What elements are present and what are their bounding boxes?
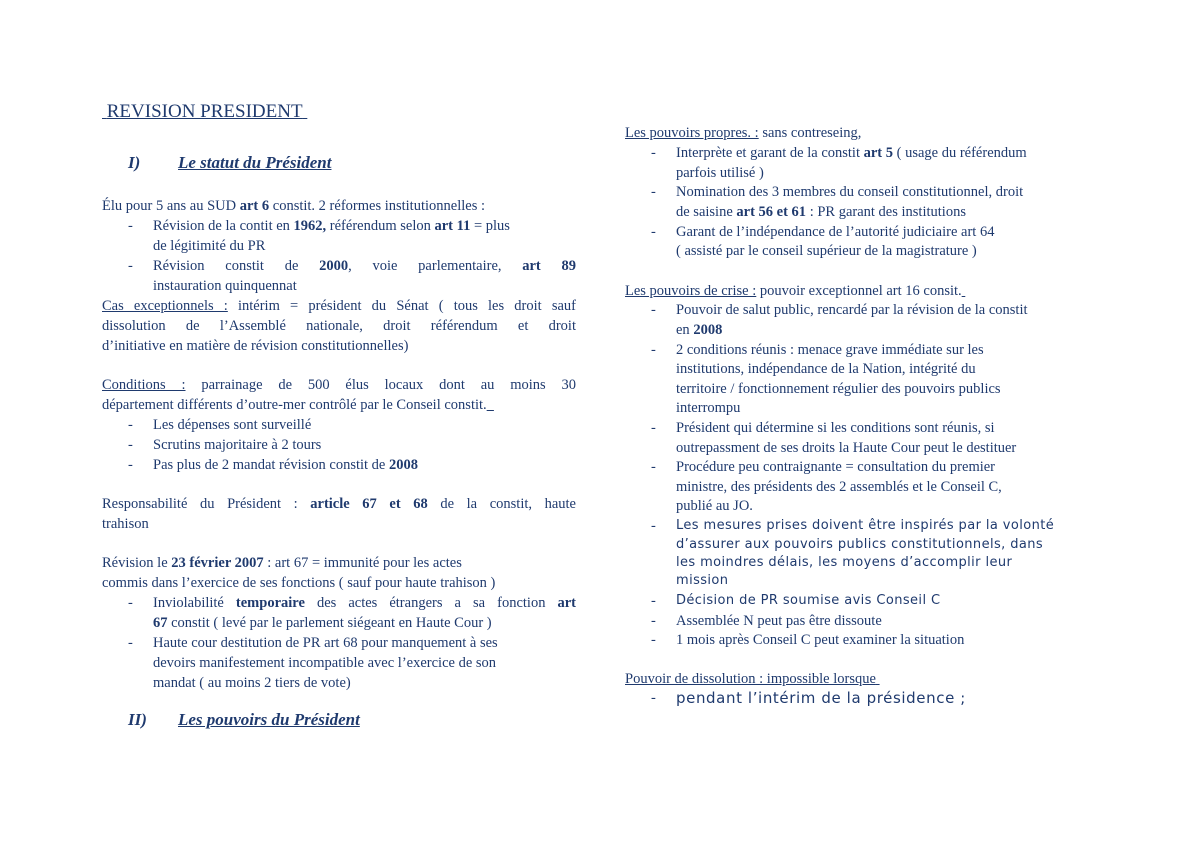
paragraph-responsabilite: Responsabilité du Président : article 67 et 68 de la constit, haute: [102, 496, 576, 512]
paragraph-responsabilite-line: trahison: [102, 516, 149, 532]
document-title: REVISION PRESIDENT: [106, 101, 303, 122]
paragraph-cas-line: d’initiative en matière de révision constitutionnelles): [102, 338, 409, 354]
paragraph-dissolution: Pouvoir de dissolution : impossible lorsque: [625, 671, 876, 687]
paragraph-cas: Cas exceptionnels : intérim = président du Sénat ( tous les droit sauf: [102, 298, 576, 314]
paragraph-conditions: Conditions : parrainage de 500 élus locaux dont au moins 30: [102, 377, 576, 393]
paragraph-revision: Révision le 23 février 2007 : art 67 = immunité pour les actes: [102, 555, 462, 571]
paragraph-conditions-line: département différents d’outre-mer contrôlé par le Conseil constit.: [102, 397, 487, 413]
paragraph-revision-line: commis dans l’exercice de ses fonctions ( sauf pour haute trahison ): [102, 575, 496, 591]
paragraph-pouvoirs-propres: Les pouvoirs propres. : sans contreseing,: [625, 125, 862, 141]
paragraph-pouvoirs-crise: Les pouvoirs de crise : pouvoir exceptionnel art 16 consit.: [625, 283, 962, 299]
paragraph-cas-line: dissolution de l’Assemblé nationale, droit référendum et droit: [102, 318, 576, 334]
paragraph-elu: Élu pour 5 ans au SUD art 6 constit. 2 réformes institutionnelles :: [102, 198, 485, 214]
